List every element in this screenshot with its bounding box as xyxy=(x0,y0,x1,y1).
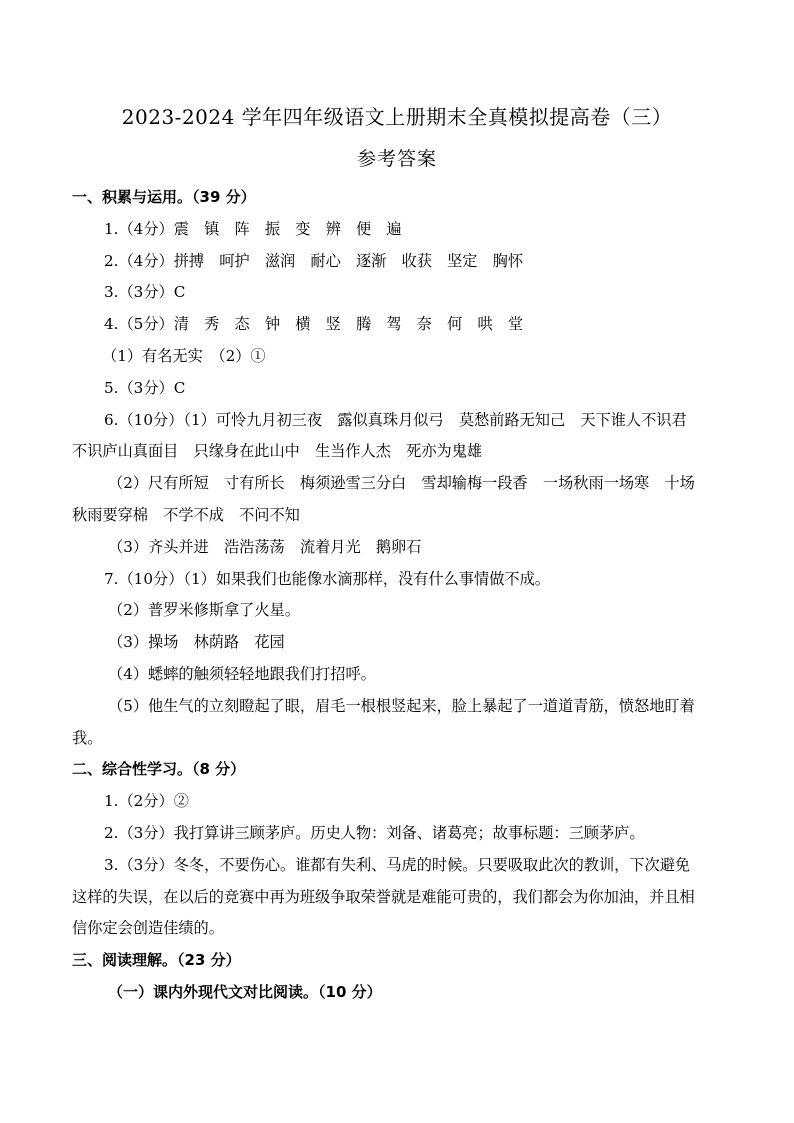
answer-continuation: 秋雨要穿棉 不学不成 不问不知 xyxy=(72,505,300,524)
answer-line: 6.（10分）（1）可怜九月初三夜 露似真珠月似弓 莫愁前路无知己 天下谁人不识君 xyxy=(104,410,687,429)
answer-continuation: 不识庐山真面目 只缘身在此山中 生当作人杰 死亦为鬼雄 xyxy=(72,442,483,461)
answer-line: 1.（2分）② xyxy=(104,792,189,811)
answer-subline: （4）蟋蟀的触须轻轻地跟我们打招呼。 xyxy=(108,664,376,683)
answer-subline: （3）操场 林荫路 花园 xyxy=(108,633,285,652)
subsection-heading: （一）课内外现代文对比阅读。（10 分） xyxy=(108,982,382,1001)
answer-line: 1.（4分）震 镇 阵 振 变 辨 便 遍 xyxy=(104,219,402,238)
answer-subline: （3）齐头并进 浩浩荡荡 流着月光 鹅卵石 xyxy=(108,537,422,556)
document-subtitle: 参考答案 xyxy=(356,148,437,170)
answer-line: 3.（3分）C xyxy=(104,283,186,302)
answer-line: 2.（3分）我打算讲三顾茅庐。历史人物：刘备、诸葛亮；故事标题：三顾茅庐。 xyxy=(104,823,645,842)
answer-content xyxy=(72,182,724,1009)
answer-continuation: 这样的失误，在以后的竞赛中再为班级争取荣誉就是难能可贵的，我们都会为你加油，并且相 xyxy=(72,887,695,906)
section-heading: 二、综合性学习。（8 分） xyxy=(72,760,246,779)
answer-line: 7.（10分）（1）如果我们也能像水滴那样，没有什么事情做不成。 xyxy=(104,569,550,588)
answer-line: 3.（3分）冬冬，不要伤心。谁都有失利、马虎的时候。只要吸取此次的教训，下次避免 xyxy=(104,855,691,874)
document-title: 2023-2024 学年四年级语文上册期末全真模拟提高卷（三） xyxy=(121,105,673,129)
answer-continuation: 我。 xyxy=(72,728,103,747)
answer-subline: （1）有名无实 （2）① xyxy=(102,346,266,365)
answer-subline: （2）普罗米修斯拿了火星。 xyxy=(108,601,300,620)
answer-line: 5.（3分）C xyxy=(104,378,186,397)
answer-line: 2.（4分）拼搏 呵护 滋润 耐心 逐渐 收获 坚定 胸怀 xyxy=(104,251,524,270)
answer-continuation: 信你定会创造佳绩的。 xyxy=(72,919,224,938)
answer-subline: （2）尺有所短 寸有所长 梅须逊雪三分白 雪却输梅一段香 一场秋雨一场寒 十场 xyxy=(108,474,695,493)
answer-line: 4.（5分）清 秀 态 钟 横 竖 腾 驾 奈 何 哄 堂 xyxy=(104,315,524,334)
section-heading: 三、阅读理解。（23 分） xyxy=(72,951,241,970)
answer-subline: （5）他生气的立刻瞪起了眼，眉毛一根根竖起来，脸上暴起了一道道青筋，愤怒地盯着 xyxy=(108,696,695,715)
section-heading: 一、积累与运用。（39 分） xyxy=(72,188,256,206)
